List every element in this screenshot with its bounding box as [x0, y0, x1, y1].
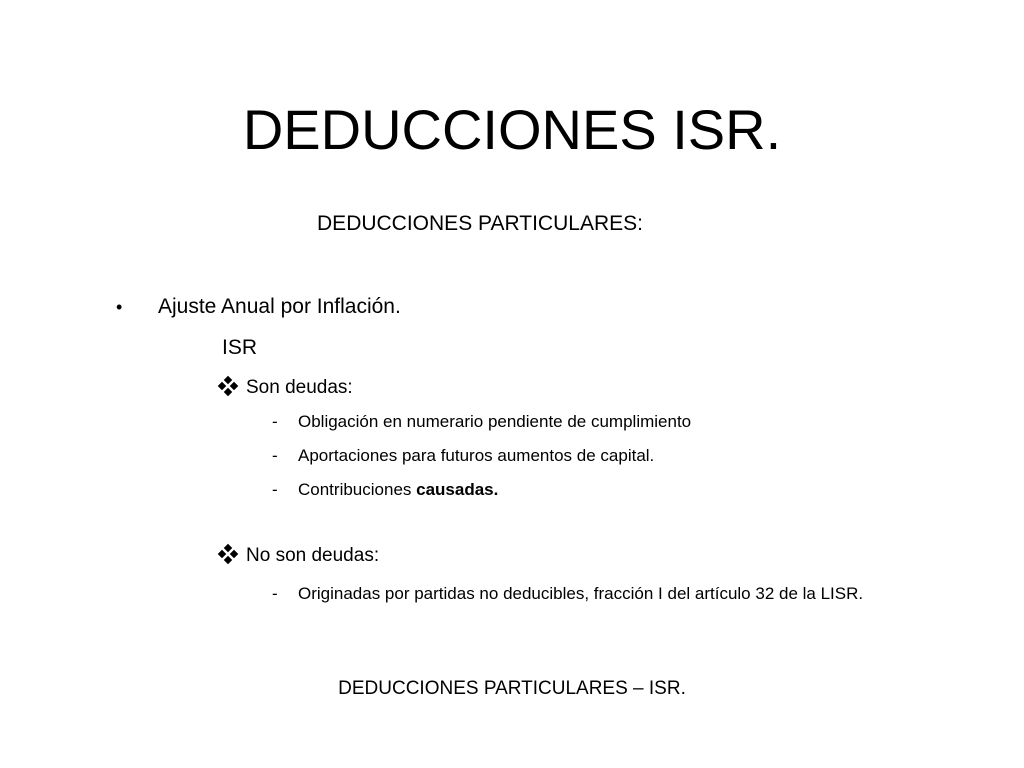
dash-marker: - — [272, 584, 278, 603]
son-deudas-item-text: Contribuciones — [298, 480, 417, 499]
son-deudas-item — [272, 476, 912, 503]
no-son-deudas-item — [272, 580, 912, 607]
slide-title: DEDUCCIONES ISR. — [242, 98, 782, 161]
bullet-dot-icon: • — [116, 297, 123, 317]
dash-marker: - — [272, 480, 278, 499]
son-deudas-item-text-wrap — [298, 476, 912, 503]
son-deudas-item-text: Aportaciones para futuros aumentos de capital. — [298, 446, 655, 465]
bullet-item — [116, 290, 401, 324]
bullet-text: Ajuste Anual por Inflación. — [158, 295, 401, 318]
no-son-deudas-heading-row — [218, 542, 379, 570]
four-diamond-icon — [218, 377, 240, 395]
dash-marker: - — [272, 412, 278, 431]
slide-footer: DEDUCCIONES PARTICULARES – ISR. — [338, 678, 686, 699]
son-deudas-heading: Son deudas: — [246, 377, 353, 398]
son-deudas-heading-row — [218, 374, 353, 402]
dash-marker: - — [272, 446, 278, 465]
son-deudas-item-text: Obligación en numerario pendiente de cumplimiento — [298, 412, 692, 431]
isr-label: ISR — [222, 336, 258, 359]
son-deudas-item — [272, 442, 912, 469]
son-deudas-item — [272, 408, 912, 435]
son-deudas-item-bold: causadas. — [416, 480, 499, 499]
no-son-deudas-item-text: Originadas por partidas no deducibles, fracción I del artículo 32 de la LISR. — [298, 584, 864, 603]
slide-subtitle: DEDUCCIONES PARTICULARES: — [317, 212, 643, 235]
no-son-deudas-heading: No son deudas: — [246, 545, 380, 566]
four-diamond-icon — [218, 545, 240, 563]
